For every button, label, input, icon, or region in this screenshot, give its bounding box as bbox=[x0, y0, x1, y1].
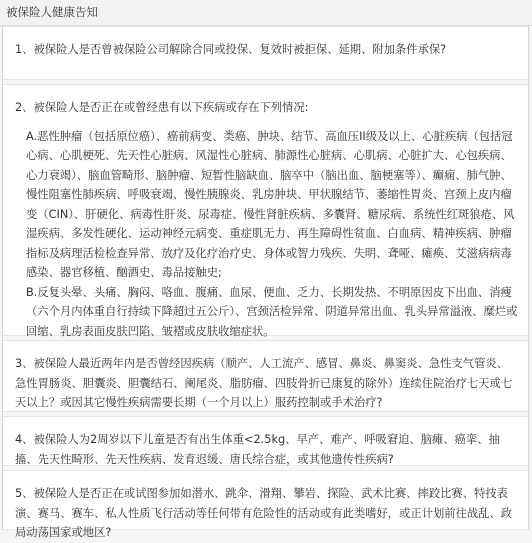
question-2-text: 2、被保险人是否正在或曾经患有以下疾病或存在下列情况: bbox=[15, 101, 309, 114]
question-2-condition-list-a: A.恶性肿瘤（包括原位癌）、癌前病变、类癌、肿块、结节、高血压II级及以上、心脏疾病（包括冠心病、心肌梗死、先天性心脏病、风湿性心脏病、肺源性心脏病、心肌病、心脏扩大、心包疾病、心力衰竭）、脑血管畸形、脑肿瘤、短暂性脑缺血、脑卒中（脑出血、脑梗塞等）、癫痫、肺气肿、慢性阻塞性肺疾病、呼吸衰竭、慢性胰腺炎、乳房肿块、甲状腺结节、萎缩性胃炎、宫颈上皮内瘤变（CIN）、肝硬化、病毒性肝炎、尿毒症、慢性肾脏疾病、多囊肾、糖尿病、系统性红斑狼疮、风湿疾病、多发性硬化、运动神经元病变、重症肌无力、再生障碍性贫血、白血病、精神疾病、肿瘤指标及病理活检检查异常、放疗及化疗治疗史、身体或智力残疾、失明、聋哑、瘫痪、艾滋病病毒感染、器官移植、酗酒史、毒品接触史; bbox=[26, 129, 515, 279]
question-1 bbox=[3, 26, 528, 80]
question-2 bbox=[3, 84, 528, 336]
question-2-condition-list-b: B.反复头晕、头痛、胸闷、咯血、腹痛、血尿、便血、乏力、长期发热、不明原因皮下出血、消瘦（六个月内体重自行持续下降超过五公斤）、宫颈活检异常、阴道异常出血、乳头异常溢液、糜烂或回缩、乳房表面皮肤凹陷、皱褶或皮肤收缩症状。 bbox=[26, 285, 518, 338]
question-5-text: 5、被保险人是否正在或试图参加如潜水、跳伞、滑翔、攀岩、探险、武术比赛、摔跤比赛、特技表演、赛马、赛车、私人性质飞行活动等任何带有危险性的活动或有此类嗜好，或正计划前往战乱、政局动荡国家或地区? bbox=[15, 487, 513, 539]
question-4 bbox=[3, 416, 528, 466]
question-3 bbox=[3, 340, 528, 412]
health-declaration-panel bbox=[2, 26, 529, 539]
question-1-text: 1、被保险人是否曾被保险公司解除合同或投保、复效时被拒保、延期、附加条件承保? bbox=[15, 43, 447, 56]
question-3-text: 3、被保险人最近两年内是否曾经因疾病（顺产、人工流产、感冒、鼻炎、鼻窦炎、急性支气管炎、急性胃肠炎、胆囊炎、胆囊结石、阑尾炎、脂肪瘤、四肢骨折已康复的除外）连续住院治疗七天或七天以上？或因其它慢性疾病需要长期（一个月以上）服药控制或手术治疗? bbox=[15, 357, 513, 409]
question-4-text: 4、被保险人为2周岁以下儿童是否有出生体重<2.5kg、早产、难产、呼吸窘迫、脑瘫、癌挛、抽搐、先天性畸形、先天性疾病、发育迟缓、唐氏综合症，或其他遗传性疾病? bbox=[15, 433, 500, 466]
question-5 bbox=[3, 470, 528, 539]
page-title: 被保险人健康告知 bbox=[0, 0, 532, 26]
